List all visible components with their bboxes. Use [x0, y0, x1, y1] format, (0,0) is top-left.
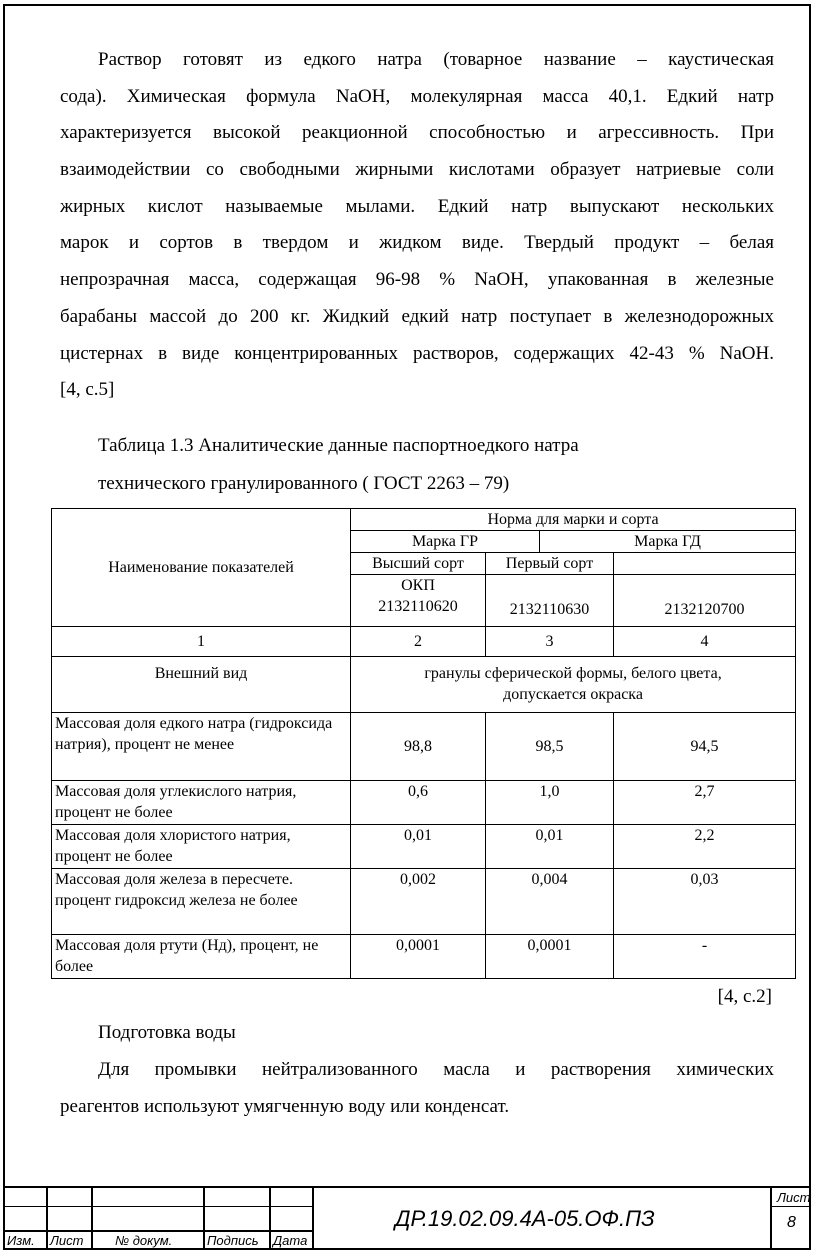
column-number: 1	[52, 627, 351, 657]
okp-code-3: 2132120700	[614, 575, 796, 627]
row-value: 0,6	[351, 781, 486, 825]
row-value: 94,5	[614, 713, 796, 781]
header-brand-gr: Марка ГР	[351, 531, 540, 553]
row-value: 0,0001	[486, 935, 614, 979]
text-line: марок и сортов в твердом и жидком виде. Твердый продукт – белая	[60, 232, 774, 254]
document-code: ДР.19.02.09.4А-05.ОФ.ПЗ	[395, 1206, 655, 1231]
row-value: 98,8	[351, 713, 486, 781]
row-name: Массовая доля хлористого натрия, процент не более	[52, 825, 351, 869]
row-value: 98,5	[486, 713, 614, 781]
row-name: Массовая доля ртути (Нд), процент, не более	[52, 935, 351, 979]
stamp-doc-no: № докум.	[115, 1233, 173, 1248]
appearance-value: гранулы сферической формы, белого цвета, допускается окраска	[351, 657, 796, 713]
row-value: 2,7	[614, 781, 796, 825]
header-brand-gd: Марка ГД	[540, 531, 796, 553]
okp-code-2: 2132110630	[486, 575, 614, 627]
stamp-sheet-number: 8	[787, 1214, 796, 1231]
row-value: 0,0001	[351, 935, 486, 979]
text-line: Для промывки нейтрализованного масла и растворения химических	[98, 1059, 774, 1080]
stamp-sheet-label: Лист	[777, 1190, 811, 1205]
header-grade-empty	[614, 553, 796, 575]
row-name: Массовая доля железа в пересчете. процент гидроксид железа не более	[52, 869, 351, 935]
text-line: Раствор готовят из едкого натра (товарное название – каустическая	[98, 49, 774, 70]
stamp-date: Дата	[273, 1233, 308, 1248]
row-value: 0,01	[486, 825, 614, 869]
table-citation: [4, с.2]	[717, 986, 772, 1007]
table-caption-line2: технического гранулированного ( ГОСТ 2263 – 79)	[98, 473, 510, 494]
bottom-border	[3, 1248, 811, 1250]
stamp-izm: Изм.	[7, 1233, 35, 1248]
appearance-label: Внешний вид	[52, 657, 351, 713]
text-line: характеризуется высокой реакционной способностью и агрессивность. При	[60, 122, 774, 144]
text-line: жирных кислот называемые мылами. Едкий натр выпускают нескольких	[60, 195, 774, 217]
row-value: 1,0	[486, 781, 614, 825]
text-line: взаимодействии со свободными жирными кислотами образует натриевые соли	[60, 159, 774, 181]
okp-code-1: 2132110620	[378, 598, 458, 615]
row-value: -	[614, 935, 796, 979]
stamp-list: Лист	[50, 1233, 84, 1248]
paragraph-water	[60, 1052, 774, 1125]
header-norm: Норма для марки и сорта	[351, 509, 796, 531]
citation: [4, с.5]	[60, 379, 115, 401]
text-line: цистернах в виде концентрированных растворов, содержащих 42-43 % NaOH.	[60, 342, 774, 364]
column-number: 3	[486, 627, 614, 657]
text-line: сода). Химическая формула NaOH, молекулярная масса 40,1. Едкий натр	[60, 85, 774, 107]
row-value: 2,2	[614, 825, 796, 869]
header-grade-top: Высший сорт	[351, 553, 486, 575]
header-indicator-name: Наименование показателей	[52, 509, 351, 627]
row-value: 0,004	[486, 869, 614, 935]
header-grade-first: Первый сорт	[486, 553, 614, 575]
row-name: Массовая доля углекислого натрия, процент не более	[52, 781, 351, 825]
text-line: барабаны массой до 200 кг. Жидкий едкий натр поступает в железнодорожных	[60, 305, 774, 327]
paragraph-intro	[60, 42, 774, 409]
row-value: 0,03	[614, 869, 796, 935]
section-title: Подготовка воды	[98, 1022, 236, 1043]
analytical-data-table	[51, 508, 796, 979]
title-block	[3, 1186, 811, 1250]
okp-label: ОКП	[401, 577, 435, 594]
column-number: 4	[614, 627, 796, 657]
row-value: 0,01	[351, 825, 486, 869]
stamp-signature: Подпись	[207, 1233, 259, 1248]
text-line: реагентов используют умягченную воду или конденсат.	[60, 1095, 510, 1117]
row-name: Массовая доля едкого натра (гидроксида натрия), процент не менее	[52, 713, 351, 781]
column-number: 2	[351, 627, 486, 657]
okp-cell-1	[351, 575, 486, 627]
row-value: 0,002	[351, 869, 486, 935]
table-caption-line1: Таблица 1.3 Аналитические данные паспортноедкого натра	[98, 435, 579, 456]
text-line: непрозрачная масса, содержащая 96-98 % NaOH, упакованная в железные	[60, 269, 774, 291]
